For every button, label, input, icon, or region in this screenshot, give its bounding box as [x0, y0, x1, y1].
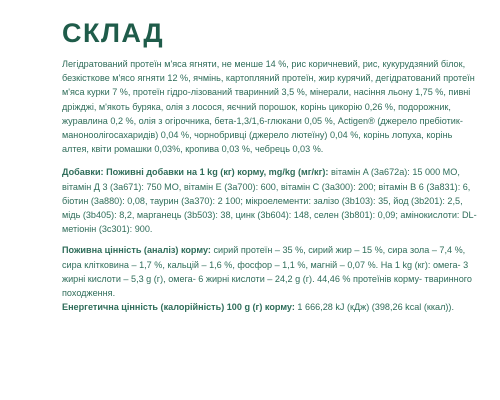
nutrition-paragraph [62, 243, 480, 300]
nutrition-label: Поживна цінність (аналіз) корму: [62, 245, 211, 256]
energy-paragraph [62, 300, 480, 314]
nutrition-text: сирий протеїн – 35 %, сирий жир – 15 %, сира зола – 7,4 %, сира клітковина – 1,7 %, кальцій – 1,6 %, фосфор – 1,1 %, магній – 0,07 %. На 1 kg (кг): омега- 3 жирні кислоти – 5,3 g (г), омега- 6 жирні кислоти – 24,2 g (г). 44,46 % протеїнів корму- тваринного походження. [62, 245, 472, 299]
energy-text: 1 666,28 kJ (кДж) (398,26 kcal (ккал)). [294, 302, 454, 313]
additives-text: вітамін A (3a672a): 15 000 МО, вітамін Д 3 (3a671): 750 МО, вітамін Е (3a700): 600, вітамін С (3a300): 200; вітамін В 6 (3a831): 6, біотин (3a880): 0,08, таурин (3a370): 2 100; мікроелементи: залізо (3b103): 35, йод (3b201): 2,5, мідь (3b405): 8,2, марганець (3b503): 38, цинк (3b604): 148, селен (3b801): 0,09; амінокислоти: DL-метіонін (3c301): 900. [62, 167, 477, 235]
composition-paragraph: Легідратований протеїн м'яса ягняти, не менше 14 %, рис коричневий, рис, кукурудзяний білок, безкісткове м'ясо ягняти 12 %, ячмінь, картопляний протеїн, жир курячий, дегідратований протеїн м'яса курки 7 %, протеїн гідро-лізований тваринний 3,5 %, мінерали, насіння льону 1,75 %, пивні дріжджі, м'якоть буряка, олія з лосося, яєчний порошок, корінь цикорію 0,26 %, подорожник, журавлина 0,2 %, олія з огірочника, бета-1,3/1,6-глюкани 0,05 %, Actigen® (джерело пребіотик- маноноолігосахаридів) 0,04 %, чорнобривці (джерело лютеїну) 0,04 %, корінь лопуха, корінь алтея, квіти ромашки 0,03%, кропива 0,03 %, чебрець 0,03 %. [62, 59, 475, 155]
composition-document [62, 18, 480, 314]
spacer [62, 236, 480, 243]
page-title: СКЛАД [62, 18, 165, 48]
spacer [62, 156, 480, 165]
additives-paragraph [62, 165, 480, 236]
additives-label: Добавки: Поживні добавки на 1 kg (кг) корму, mg/kg (мг/кг): [62, 167, 329, 178]
energy-label: Енергетична цінність (калорійність) 100 g (г) корму: [62, 302, 295, 313]
